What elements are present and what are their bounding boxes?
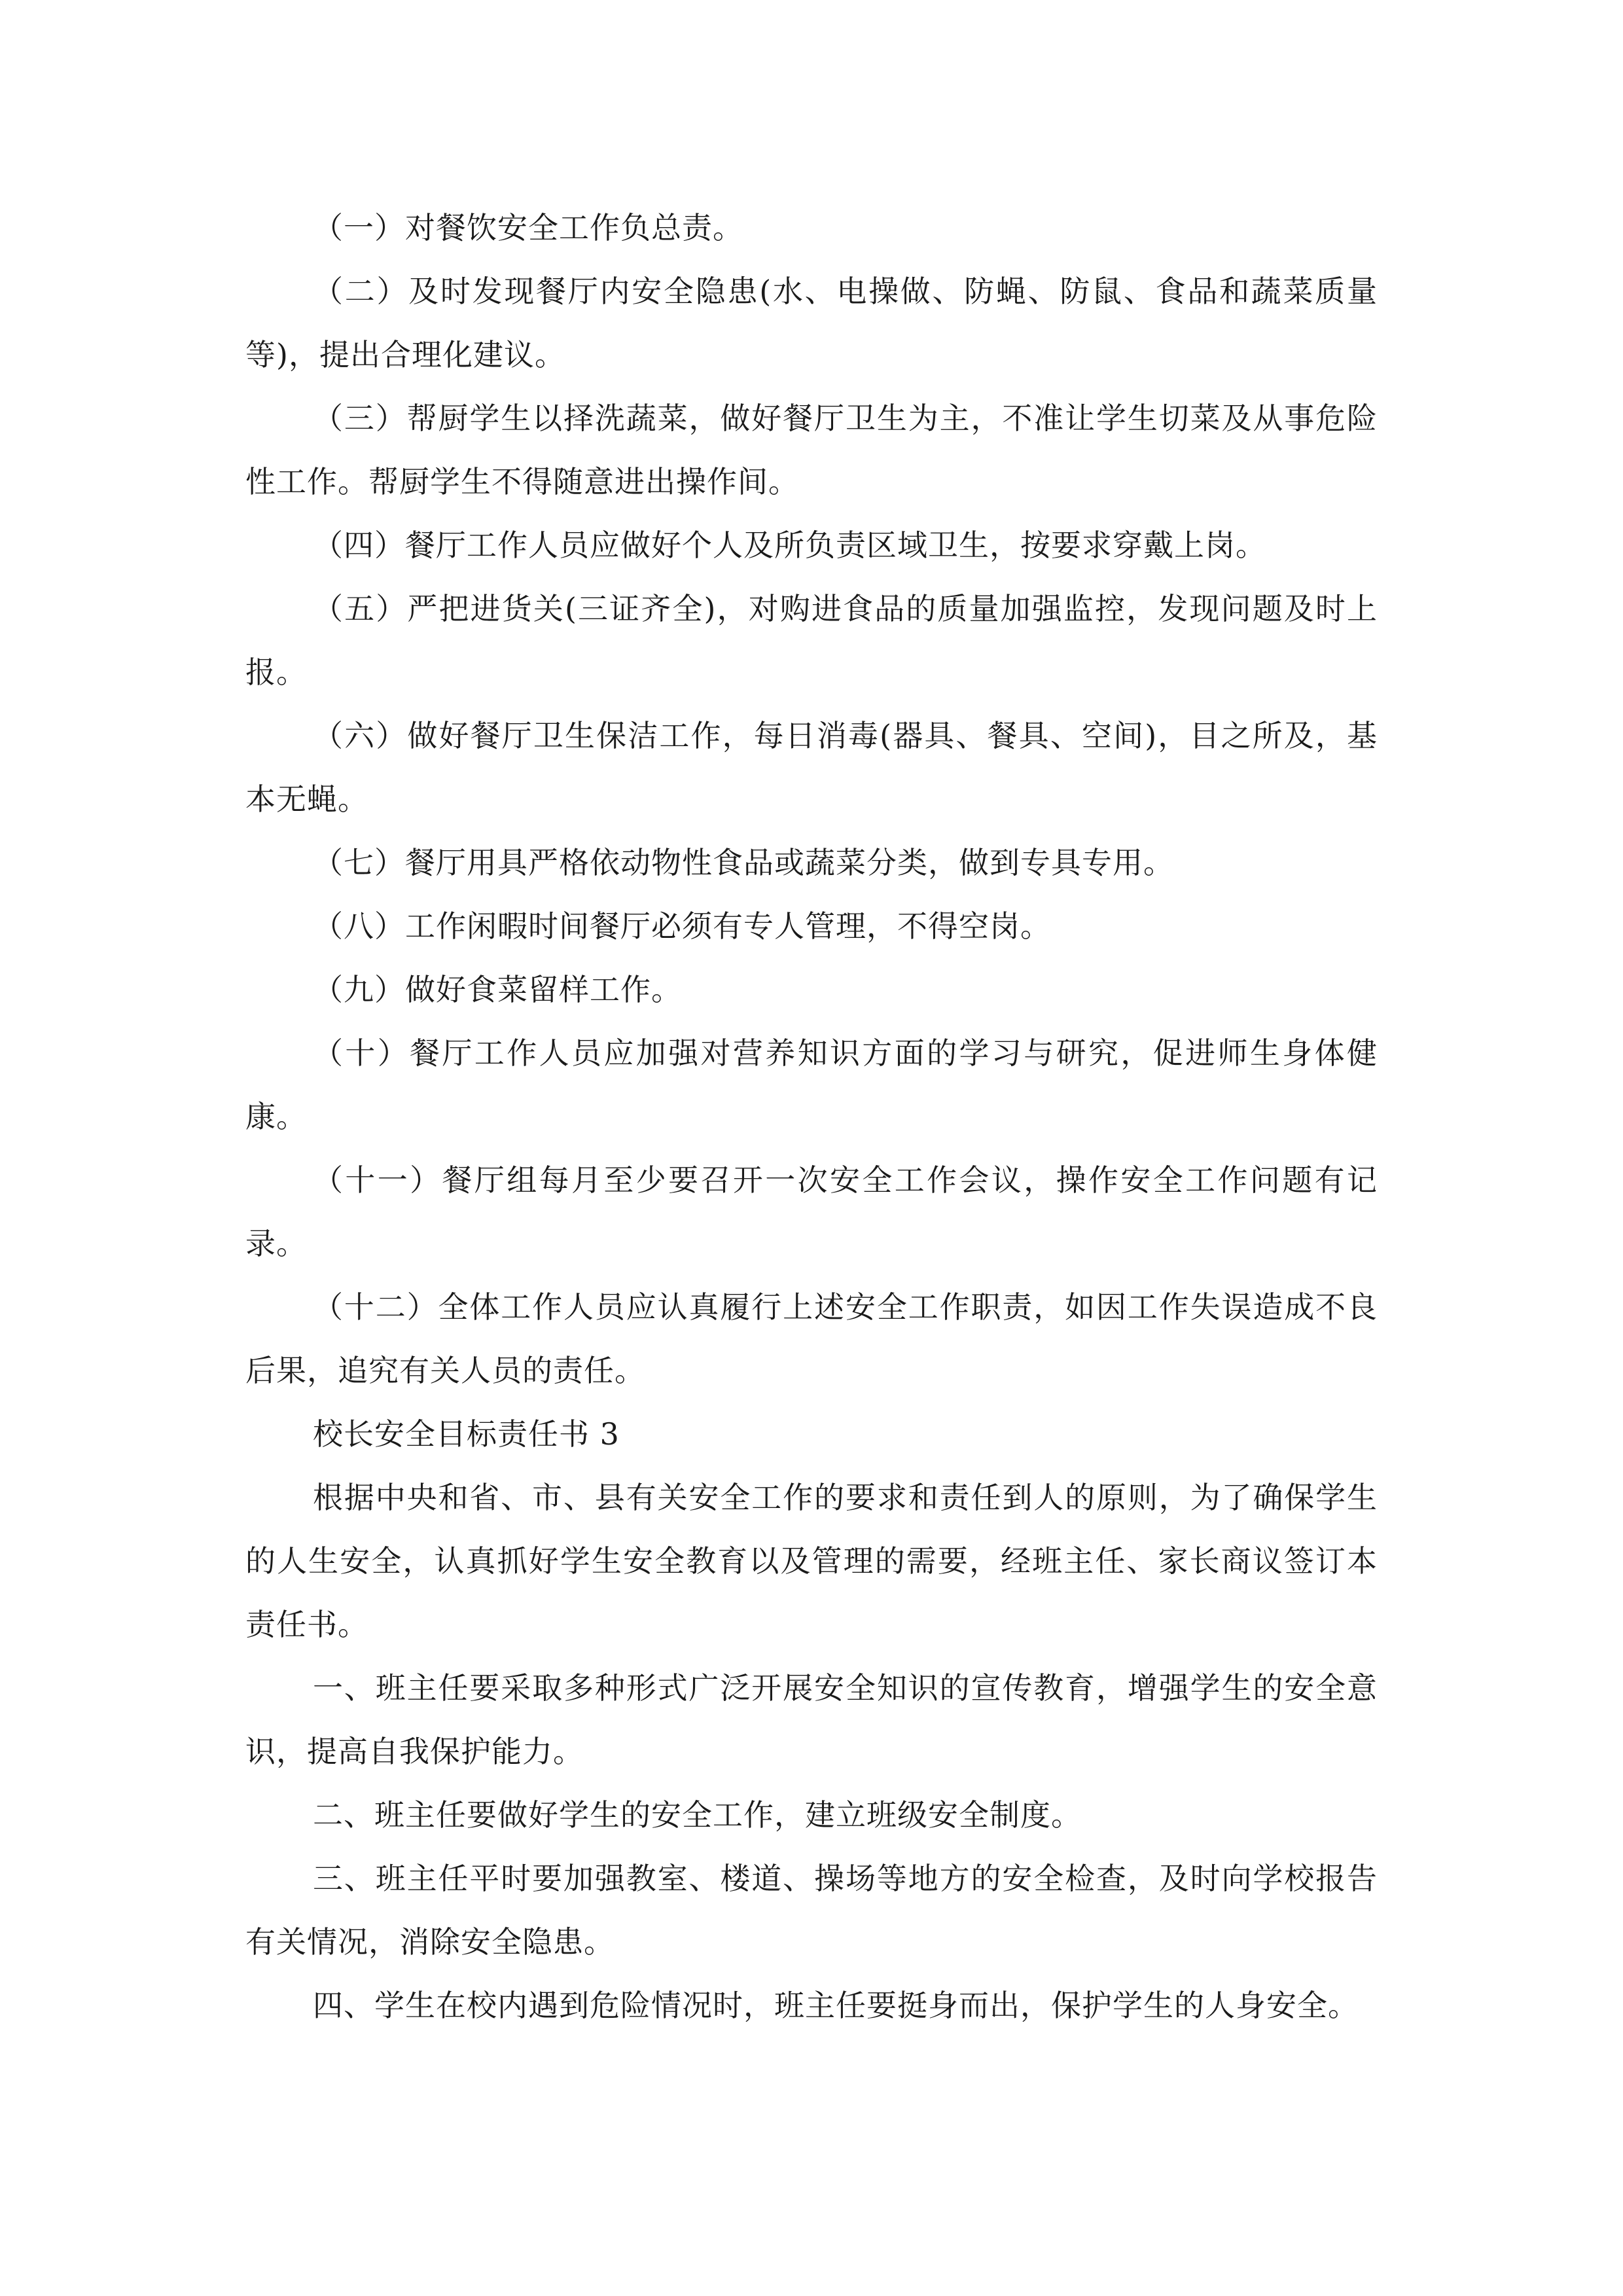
document-page: [245, 196, 1378, 2037]
paragraph-11: （十一）餐厅组每月至少要召开一次安全工作会议，操作安全工作问题有记录。: [245, 1162, 1378, 1261]
paragraph-6: （六）做好餐厅卫生保洁工作，每日消毒(器具、餐具、空间)，目之所及，基本无蝇。: [245, 718, 1378, 817]
paragraph-2: （二）及时发现餐厅内安全隐患(水、电操做、防蝇、防鼠、食品和蔬菜质量等)，提出合理化建议。: [245, 274, 1378, 372]
paragraph-10: （十）餐厅工作人员应加强对营养知识方面的学习与研究，促进师生身体健康。: [245, 1035, 1378, 1134]
paragraph-item-2: 二、班主任要做好学生的安全工作，建立班级安全制度。: [313, 1797, 1082, 1833]
section-heading: 校长安全目标责任书 3: [313, 1416, 620, 1452]
paragraph-intro: 根据中央和省、市、县有关安全工作的要求和责任到人的原则，为了确保学生的人生安全，认真抓好学生安全教育以及管理的需要，经班主任、家长商议签订本责任书。: [245, 1480, 1378, 1642]
paragraph-8: （八）工作闲暇时间餐厅必须有专人管理，不得空岗。: [313, 908, 1051, 944]
paragraph-item-3: 三、班主任平时要加强教室、楼道、操场等地方的安全检查，及时向学校报告有关情况，消除安全隐患。: [245, 1861, 1378, 1960]
paragraph-9: （九）做好食菜留样工作。: [313, 972, 682, 1007]
paragraph-3: （三）帮厨学生以择洗蔬菜，做好餐厅卫生为主，不准让学生切菜及从事危险性工作。帮厨学生不得随意进出操作间。: [245, 401, 1378, 499]
paragraph-item-4: 四、学生在校内遇到危险情况时，班主任要挺身而出，保护学生的人身安全。: [313, 1988, 1359, 2023]
paragraph-5: （五）严把进货关(三证齐全)，对购进食品的质量加强监控，发现问题及时上报。: [245, 591, 1378, 690]
paragraph-4: （四）餐厅工作人员应做好个人及所负责区域卫生，按要求穿戴上岗。: [313, 528, 1266, 563]
paragraph-12: （十二）全体工作人员应认真履行上述安全工作职责，如因工作失误造成不良后果，追究有关人员的责任。: [245, 1289, 1378, 1388]
paragraph-1: （一）对餐饮安全工作负总责。: [313, 210, 743, 245]
paragraph-item-1: 一、班主任要采取多种形式广泛开展安全知识的宣传教育，增强学生的安全意识，提高自我保护能力。: [245, 1670, 1378, 1769]
paragraph-7: （七）餐厅用具严格依动物性食品或蔬菜分类，做到专具专用。: [313, 845, 1174, 880]
